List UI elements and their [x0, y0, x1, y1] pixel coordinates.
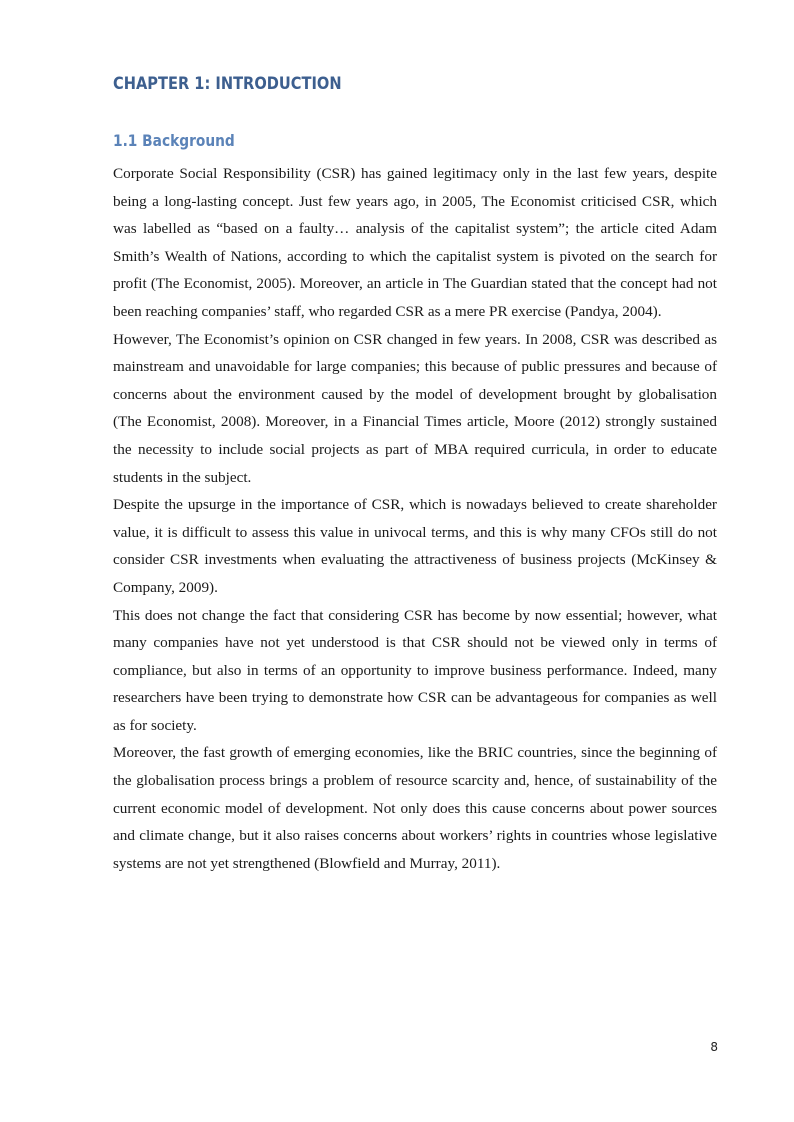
paragraph: However, The Economist’s opinion on CSR changed in few years. In 2008, CSR was described as mainstream and unavoidable for large companies; this because of public pressures and because of concerns about the environment caused by the model of development brought by globalisation (The Economist, 2008). Moreover, in a Financial Times article, Moore (2012) strongly sustained the necessity to include social projects as part of MBA required curricula, in order to educate students in the subject. [113, 330, 717, 486]
body-text [113, 160, 717, 877]
paragraph: Despite the upsurge in the importance of CSR, which is nowadays believed to create shareholder value, it is difficult to assess this value in univocal terms, and this is why many CFOs still do not consider CSR investments when evaluating the attractiveness of business projects (McKinsey & Company, 2009). [113, 496, 717, 596]
paragraph: Moreover, the fast growth of emerging economies, like the BRIC countries, since the beginning of the globalisation process brings a problem of resource scarcity and, hence, of sustainability of the current economic model of development. Not only does this cause concerns about power sources and climate change, but it also raises concerns about workers’ rights in countries whose legislative systems are not yet strengthened (Blowfield and Murray, 2011). [113, 744, 717, 872]
paragraph: Corporate Social Responsibility (CSR) has gained legitimacy only in the last few years, despite being a long-lasting concept. Just few years ago, in 2005, The Economist criticised CSR, which was labelled as “based on a faulty… analysis of the capitalist system”; the article cited Adam Smith’s Wealth of Nations, according to which the capitalist system is pivoted on the search for profit (The Economist, 2005). Moreover, an article in The Guardian stated that the concept had not been reaching companies’ staff, who regarded CSR as a mere PR exercise (Pandya, 2004). [113, 165, 717, 320]
chapter-title: CHAPTER 1: INTRODUCTION [113, 74, 342, 94]
paragraph: This does not change the fact that considering CSR has become by now essential; however, what many companies have not yet understood is that CSR should not be viewed only in terms of compliance, but also in terms of an opportunity to improve business performance. Indeed, many researchers have been trying to demonstrate how CSR can be advantageous for companies as well as for society. [113, 606, 717, 734]
page-number: 8 [710, 1040, 718, 1054]
section-title: 1.1 Background [113, 131, 235, 150]
